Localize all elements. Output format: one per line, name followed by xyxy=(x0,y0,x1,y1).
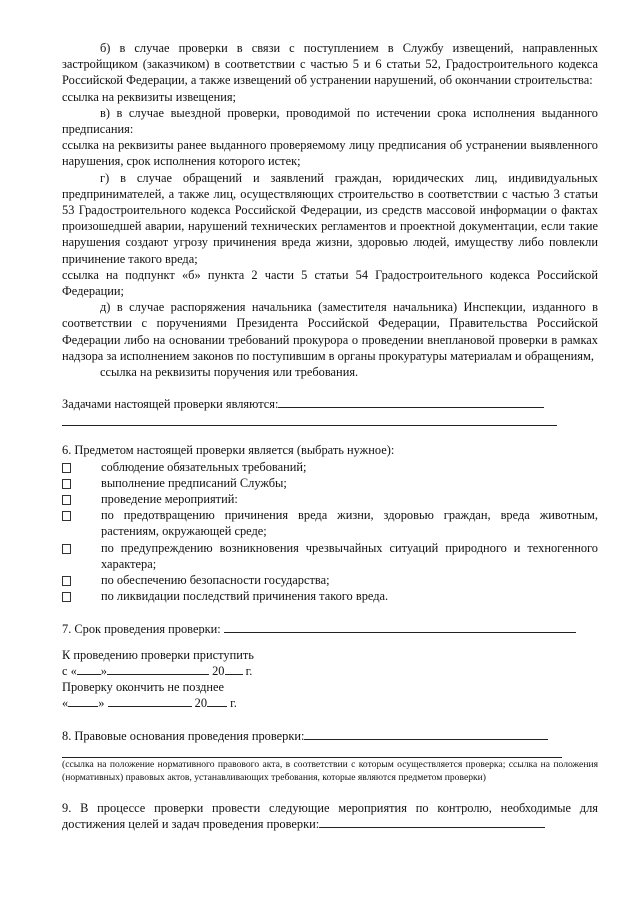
tasks-line xyxy=(62,396,598,412)
checkbox-item-measures[interactable] xyxy=(62,491,598,507)
end-day-field[interactable] xyxy=(68,695,98,707)
paragraph-d: д) в случае распоряжения начальника (заместителя начальника) Инспекции, изданного в соответствии с поручениями Президента Российской Федерации, Правительства Российской Федерации либо на основании требований прокурора о проведении внеплановой проверки в рамках надзора за исполнением законов по поступившим в органы прокуратуры материалам и обращениям, xyxy=(62,300,598,363)
tasks-label: Задачами настоящей проверки являются: xyxy=(62,397,279,412)
checkbox-icon[interactable] xyxy=(62,592,71,602)
end-date-line: « » 20 г. xyxy=(62,696,237,711)
paragraph-b: б) в случае проверки в связи с поступлением в Службу извещений, направленных застройщиком (заказчиком) в соответствии с частью 5 и 6 статьи 52, Градостроительного кодекса Российской Федерации, а также извещений об устранении нарушений, об окончании строительства: xyxy=(62,41,598,88)
checkbox-icon[interactable] xyxy=(62,479,71,489)
start-date-line: с « » 20 г. xyxy=(62,663,253,678)
document-page xyxy=(62,40,598,832)
checkbox-icon[interactable] xyxy=(62,511,71,521)
legal-basis-field-2[interactable] xyxy=(62,744,562,758)
section-9-text: 9. В процессе проверки провести следующие мероприятия по контролю, необходимые для достижения целей и задач проведения проверки: xyxy=(62,800,598,831)
checkbox-label: выполнение предписаний Службы; xyxy=(101,475,287,490)
section-7-label: 7. Срок проведения проверки: xyxy=(62,621,221,636)
checkbox-icon[interactable] xyxy=(62,576,71,586)
tasks-fill-line[interactable] xyxy=(278,396,544,408)
checkbox-item-requirements[interactable] xyxy=(62,459,598,475)
end-month-field[interactable] xyxy=(108,695,192,707)
checkbox-label: соблюдение обязательных требований; xyxy=(101,459,307,474)
reference-b: ссылка на реквизиты извещения; xyxy=(62,89,236,104)
reference-g: ссылка на подпункт «б» пункта 2 части 5 статьи 54 Градостроительного кодекса Российской Федерации; xyxy=(62,267,598,299)
end-label: Проверку окончить не позднее xyxy=(62,680,225,695)
checkbox-label: по предотвращению причинения вреда жизни, здоровью граждан, вреда животным, растениям, окружающей среде; xyxy=(101,508,598,539)
checkbox-item-emergency[interactable] xyxy=(62,540,598,572)
checkbox-icon[interactable] xyxy=(62,544,71,554)
start-label: К проведению проверки приступить xyxy=(62,647,254,662)
paragraph-g: г) в случае обращений и заявлений граждан, юридических лиц, индивидуальных предпринимателей, а также лиц, осуществляющих строительство в соответствии с частью 3 статьи 53 Градостроительного кодекса Российской Федерации, из средств массовой информации о фактах произошедшей аварии, нарушений технических регламентов и проектной документации, если такие нарушения создают угрозу причинения вреда жизни, здоровью людей, имуществу либо повлекли причинение такого вреда; xyxy=(62,170,598,266)
checkbox-icon[interactable] xyxy=(62,463,71,473)
checkbox-label: по обеспечению безопасности государства; xyxy=(101,573,330,588)
end-year-field[interactable] xyxy=(207,695,227,707)
legal-basis-field[interactable] xyxy=(304,728,548,740)
tasks-fill-line-2[interactable] xyxy=(62,412,557,426)
checkbox-item-harm-prevention[interactable] xyxy=(62,507,598,539)
inspection-period-field[interactable] xyxy=(224,621,576,633)
checkbox-icon[interactable] xyxy=(62,495,71,505)
reference-v: ссылка на реквизиты ранее выданного проверяемому лицу предписания об устранении выявленного нарушения, срок исполнения которого истек; xyxy=(62,138,598,169)
start-year-field[interactable] xyxy=(225,663,243,675)
section-9-line xyxy=(62,800,598,832)
checkbox-label: по ликвидации последствий причинения такого вреда. xyxy=(101,589,389,604)
checkbox-item-orders[interactable] xyxy=(62,475,598,491)
paragraph-v: в) в случае выездной проверки, проводимой по истечении срока исполнения выданного предписания: xyxy=(62,105,598,137)
start-month-field[interactable] xyxy=(107,663,209,675)
checkbox-label: проведение мероприятий: xyxy=(101,492,238,507)
checkbox-item-security[interactable] xyxy=(62,572,598,588)
start-day-field[interactable] xyxy=(77,663,101,675)
section-7-line xyxy=(62,621,598,637)
section-8-label: 8. Правовые основания проведения проверки: xyxy=(62,728,305,743)
section-6-title: 6. Предметом настоящей проверки является (выбрать нужное): xyxy=(62,443,395,458)
section-8-line xyxy=(62,728,598,744)
section-8-note: (ссылка на положение нормативного правового акта, в соответствии с которым осуществляется проверка; ссылка на положения (нормативных) правовых актов, устанавливающих требования, которые являются предметом проверки) xyxy=(62,758,598,783)
checkbox-label: по предупреждению возникновения чрезвычайных ситуаций природного и техногенного характера; xyxy=(101,540,598,571)
reference-d: ссылка на реквизиты поручения или требования. xyxy=(100,365,359,380)
measures-field[interactable] xyxy=(319,816,545,828)
checkbox-item-liquidation[interactable] xyxy=(62,588,598,604)
